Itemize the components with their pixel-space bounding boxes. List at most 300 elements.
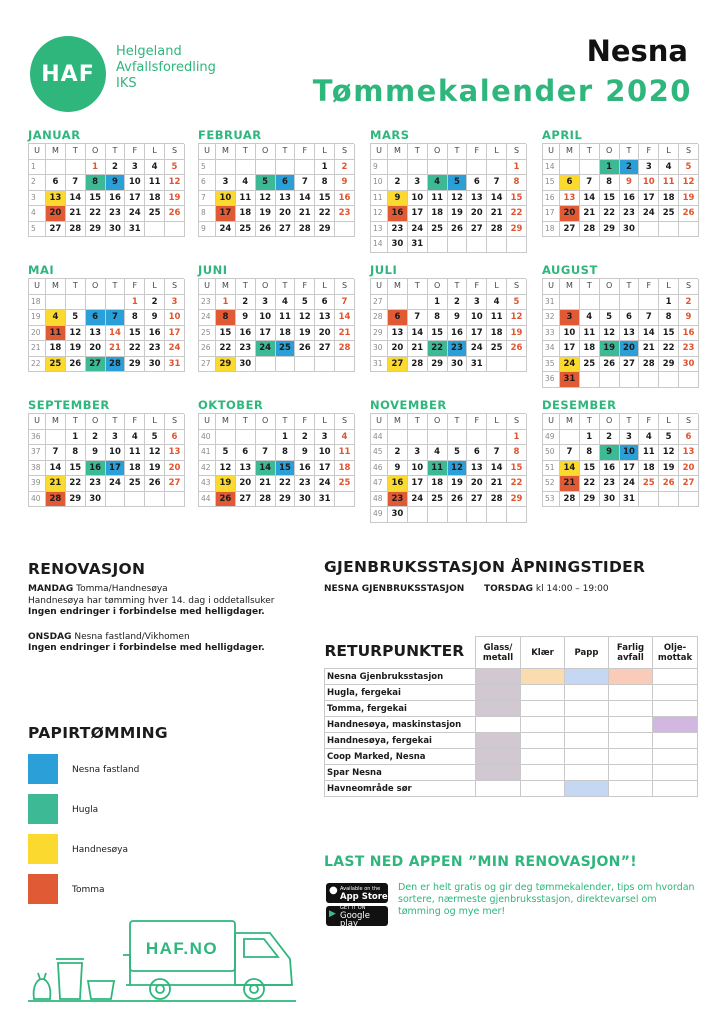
day-cell: 1	[600, 160, 620, 176]
day-cell: 21	[46, 476, 66, 492]
week-number: 27	[371, 295, 388, 311]
weekday-header: S	[335, 414, 355, 430]
day-cell: 29	[428, 357, 448, 373]
empty-cell	[507, 357, 527, 373]
day-cell: 21	[66, 206, 86, 222]
wednesday-text: Nesna fastland/Vikhomen	[74, 631, 190, 642]
week-number: 12	[371, 206, 388, 222]
papir-legend-blue	[28, 754, 140, 788]
weekday-header: S	[165, 414, 185, 430]
day-cell: 4	[487, 295, 507, 311]
day-cell: 7	[46, 445, 66, 461]
day-cell: 8	[659, 310, 679, 326]
day-cell: 3	[408, 445, 428, 461]
day-cell: 20	[86, 341, 106, 357]
day-cell: 31	[560, 372, 580, 388]
gjenbruk-title: GJENBRUKSSTASJON ÅPNINGSTIDER	[324, 558, 646, 576]
empty-cell	[335, 357, 355, 373]
day-cell: 16	[620, 191, 640, 207]
day-cell: 4	[639, 430, 659, 446]
day-cell: 19	[216, 476, 236, 492]
empty-cell	[125, 492, 145, 508]
day-cell: 21	[295, 206, 315, 222]
week-number: 18	[543, 222, 560, 238]
empty-cell	[659, 222, 679, 238]
weekday-header: L	[659, 279, 679, 295]
returpunkt-empty-cell	[653, 765, 698, 781]
papirtomming-title: PAPIRTØMMING	[28, 724, 168, 742]
day-cell: 18	[659, 191, 679, 207]
week-number: 8	[199, 206, 216, 222]
day-cell: 12	[216, 461, 236, 477]
day-cell: 26	[448, 492, 468, 508]
renovasjon-title: RENOVASJON	[28, 560, 146, 578]
city-title: Nesna	[586, 34, 688, 68]
empty-cell	[487, 160, 507, 176]
bin-icon	[58, 963, 82, 999]
week-number: 9	[371, 160, 388, 176]
day-cell: 28	[106, 357, 126, 373]
wednesday-label: ONSDAG	[28, 631, 72, 642]
haf-logo	[30, 36, 106, 112]
col-line1: Farlig	[616, 642, 645, 653]
weekday-header: M	[46, 414, 66, 430]
day-cell: 22	[659, 341, 679, 357]
day-cell: 31	[125, 222, 145, 238]
day-cell: 25	[276, 341, 296, 357]
day-cell: 25	[46, 357, 66, 373]
day-cell: 22	[507, 206, 527, 222]
weekday-header: L	[487, 144, 507, 160]
returpunkt-empty-cell	[521, 685, 565, 701]
day-cell: 20	[315, 326, 335, 342]
day-cell: 31	[620, 492, 640, 508]
returpunkt-row	[325, 749, 698, 765]
returpunkt-available-cell	[476, 749, 521, 765]
weekday-header: T	[448, 279, 468, 295]
day-cell: 28	[46, 492, 66, 508]
weekday-header: M	[560, 279, 580, 295]
day-cell: 15	[507, 461, 527, 477]
day-cell: 10	[639, 175, 659, 191]
day-cell: 31	[315, 492, 335, 508]
org-name	[116, 44, 216, 92]
day-cell: 24	[256, 341, 276, 357]
day-cell: 25	[236, 222, 256, 238]
weekday-header: T	[106, 414, 126, 430]
week-number: 19	[29, 310, 46, 326]
empty-cell	[639, 492, 659, 508]
week-number: 33	[543, 326, 560, 342]
returpunkt-empty-cell	[565, 733, 609, 749]
weekday-header: U	[199, 414, 216, 430]
returpunkt-available-cell	[653, 717, 698, 733]
app-store-badge[interactable]	[326, 883, 388, 903]
day-cell: 3	[125, 160, 145, 176]
weekday-header: T	[236, 414, 256, 430]
empty-cell	[600, 295, 620, 311]
day-cell: 7	[256, 445, 276, 461]
day-cell: 9	[236, 310, 256, 326]
weekday-header: T	[620, 279, 640, 295]
day-cell: 3	[165, 295, 185, 311]
weekday-header: L	[145, 414, 165, 430]
empty-cell	[428, 237, 448, 253]
empty-cell	[560, 430, 580, 446]
day-cell: 27	[236, 492, 256, 508]
week-number: 25	[199, 326, 216, 342]
day-cell: 13	[467, 461, 487, 477]
month-name: MAI	[28, 263, 55, 277]
day-cell: 8	[216, 310, 236, 326]
day-cell: 26	[679, 206, 699, 222]
week-number: 5	[29, 222, 46, 238]
legend-label: Nesna fastland	[72, 765, 140, 775]
day-cell: 14	[580, 191, 600, 207]
day-cell: 2	[388, 445, 408, 461]
weekday-header: L	[487, 414, 507, 430]
day-cell: 25	[580, 357, 600, 373]
month-august	[542, 263, 698, 388]
weekday-header: M	[560, 144, 580, 160]
col-line2: metall	[482, 652, 514, 663]
day-cell: 16	[448, 326, 468, 342]
day-cell: 6	[467, 445, 487, 461]
weekday-header: T	[580, 414, 600, 430]
day-cell: 20	[165, 461, 185, 477]
month-grid	[198, 413, 354, 507]
returpunkt-empty-cell	[609, 701, 653, 717]
day-cell: 13	[620, 326, 640, 342]
weekday-header: O	[256, 144, 276, 160]
returpunkt-empty-cell	[565, 717, 609, 733]
returpunkt-empty-cell	[609, 733, 653, 749]
day-cell: 11	[639, 445, 659, 461]
day-cell: 15	[216, 326, 236, 342]
returpunkt-name: Nesna Gjenbruksstasjon	[325, 669, 476, 685]
day-cell: 23	[620, 206, 640, 222]
day-cell: 21	[408, 341, 428, 357]
day-cell: 30	[145, 357, 165, 373]
empty-cell	[428, 160, 448, 176]
empty-cell	[467, 430, 487, 446]
weekday-header: L	[487, 279, 507, 295]
returpunkter-title: RETURPUNKTER	[324, 641, 465, 660]
day-cell: 13	[276, 191, 296, 207]
week-number: 42	[199, 461, 216, 477]
day-cell: 5	[66, 310, 86, 326]
returpunkt-row	[325, 765, 698, 781]
monday-text: Tomma/Handnesøya	[76, 584, 168, 594]
returpunkt-available-cell	[476, 733, 521, 749]
weekday-header: T	[408, 414, 428, 430]
day-cell: 21	[106, 341, 126, 357]
returpunkt-empty-cell	[609, 685, 653, 701]
week-number: 31	[543, 295, 560, 311]
week-number: 10	[371, 175, 388, 191]
day-cell: 10	[467, 310, 487, 326]
day-cell: 10	[408, 191, 428, 207]
day-cell: 23	[388, 222, 408, 238]
returpunkt-available-cell	[476, 701, 521, 717]
day-cell: 24	[639, 206, 659, 222]
month-grid	[370, 278, 526, 372]
week-number: 14	[371, 237, 388, 253]
day-cell: 29	[66, 492, 86, 508]
day-cell: 16	[679, 326, 699, 342]
returpunkt-name: Havneområde sør	[325, 781, 476, 797]
day-cell: 28	[487, 492, 507, 508]
day-cell: 12	[679, 175, 699, 191]
day-cell: 3	[467, 295, 487, 311]
day-cell: 30	[679, 357, 699, 373]
week-number: 24	[199, 310, 216, 326]
weekday-header: U	[543, 414, 560, 430]
returpunkt-empty-cell	[653, 749, 698, 765]
week-number: 32	[543, 310, 560, 326]
day-cell: 26	[507, 341, 527, 357]
day-cell: 23	[335, 206, 355, 222]
weekday-header: T	[276, 414, 296, 430]
garbage-truck-illustration	[28, 915, 298, 1007]
day-cell: 1	[580, 430, 600, 446]
day-cell: 7	[295, 175, 315, 191]
month-name: APRIL	[542, 128, 583, 142]
empty-cell	[560, 295, 580, 311]
day-cell: 23	[679, 341, 699, 357]
week-number: 49	[543, 430, 560, 446]
weekday-header: M	[216, 414, 236, 430]
day-cell: 29	[125, 357, 145, 373]
google-play-badge[interactable]	[326, 905, 388, 929]
weekday-header: F	[467, 414, 487, 430]
day-cell: 17	[408, 476, 428, 492]
week-number: 52	[543, 476, 560, 492]
col-header	[609, 637, 653, 669]
empty-cell	[659, 372, 679, 388]
empty-cell	[388, 160, 408, 176]
weekday-header: M	[388, 279, 408, 295]
returpunkt-empty-cell	[565, 765, 609, 781]
day-cell: 7	[487, 175, 507, 191]
day-cell: 17	[106, 461, 126, 477]
day-cell: 14	[335, 310, 355, 326]
week-number: 51	[543, 461, 560, 477]
month-desember	[542, 398, 698, 507]
day-cell: 13	[388, 326, 408, 342]
empty-cell	[145, 222, 165, 238]
day-cell: 28	[256, 492, 276, 508]
week-number: 2	[29, 175, 46, 191]
week-number: 7	[199, 191, 216, 207]
day-cell: 18	[428, 476, 448, 492]
returpunkter-body	[325, 669, 698, 797]
week-number: 36	[29, 430, 46, 446]
day-cell: 12	[256, 191, 276, 207]
day-cell: 27	[388, 357, 408, 373]
empty-cell	[679, 372, 699, 388]
papir-legend-yellow	[28, 834, 128, 868]
returpunkt-row	[325, 685, 698, 701]
day-cell: 11	[335, 445, 355, 461]
day-cell: 29	[659, 357, 679, 373]
day-cell: 24	[408, 222, 428, 238]
day-cell: 9	[145, 310, 165, 326]
weekday-header: T	[448, 144, 468, 160]
returpunkt-row	[325, 733, 698, 749]
week-number: 29	[371, 326, 388, 342]
day-cell: 13	[165, 445, 185, 461]
weekday-header: O	[86, 144, 106, 160]
day-cell: 30	[600, 492, 620, 508]
day-cell: 16	[86, 461, 106, 477]
day-cell: 19	[295, 326, 315, 342]
day-cell: 6	[276, 175, 296, 191]
empty-cell	[408, 507, 428, 523]
returpunkt-empty-cell	[476, 781, 521, 797]
returpunkt-name: Hugla, fergekai	[325, 685, 476, 701]
day-cell: 11	[236, 191, 256, 207]
week-number: 37	[29, 445, 46, 461]
day-cell: 16	[106, 191, 126, 207]
day-cell: 2	[145, 295, 165, 311]
weekday-header: U	[199, 279, 216, 295]
returpunkt-available-cell	[565, 781, 609, 797]
col-header	[521, 637, 565, 669]
day-cell: 21	[580, 206, 600, 222]
day-cell: 19	[448, 206, 468, 222]
day-cell: 22	[315, 206, 335, 222]
empty-cell	[315, 357, 335, 373]
day-cell: 6	[315, 295, 335, 311]
day-cell: 29	[216, 357, 236, 373]
legend-swatch	[28, 834, 58, 864]
returpunkt-empty-cell	[521, 733, 565, 749]
day-cell: 27	[165, 476, 185, 492]
day-cell: 18	[145, 191, 165, 207]
renovasjon-wednesday	[28, 632, 318, 655]
month-name: AUGUST	[542, 263, 598, 277]
day-cell: 23	[388, 492, 408, 508]
day-cell: 15	[580, 461, 600, 477]
day-cell: 12	[145, 445, 165, 461]
returpunkt-empty-cell	[565, 701, 609, 717]
month-grid	[28, 278, 184, 372]
weekday-header: U	[199, 144, 216, 160]
weekday-header: U	[29, 144, 46, 160]
weekday-header: M	[46, 144, 66, 160]
day-cell: 28	[295, 222, 315, 238]
bag-icon	[34, 979, 51, 999]
weekday-header: S	[335, 279, 355, 295]
day-cell: 14	[66, 191, 86, 207]
day-cell: 8	[580, 445, 600, 461]
empty-cell	[487, 430, 507, 446]
day-cell: 14	[256, 461, 276, 477]
day-cell: 3	[620, 430, 640, 446]
monday-line2: Handnesøya har tømming hver 14. dag i oddetallsuker	[28, 595, 275, 606]
weekday-header: U	[371, 414, 388, 430]
week-number: 38	[29, 461, 46, 477]
day-cell: 14	[560, 461, 580, 477]
weekday-header: L	[145, 279, 165, 295]
day-cell: 5	[216, 445, 236, 461]
month-mars	[370, 128, 526, 253]
day-cell: 3	[106, 430, 126, 446]
month-februar	[198, 128, 354, 237]
returpunkt-empty-cell	[521, 765, 565, 781]
station-name: NESNA GJENBRUKSSTASJON	[324, 584, 465, 594]
returpunkt-row	[325, 781, 698, 797]
col-header	[565, 637, 609, 669]
weekday-header: O	[256, 414, 276, 430]
day-cell: 6	[679, 430, 699, 446]
day-cell: 16	[388, 206, 408, 222]
day-cell: 1	[276, 430, 296, 446]
day-cell: 14	[487, 191, 507, 207]
weekday-header: O	[428, 144, 448, 160]
returpunkt-name: Handnesøya, maskinstasjon	[325, 717, 476, 733]
day-cell: 22	[600, 206, 620, 222]
day-cell: 28	[335, 341, 355, 357]
weekday-header: T	[580, 279, 600, 295]
day-cell: 18	[46, 341, 66, 357]
logo-text: HAF	[41, 61, 95, 87]
day-cell: 10	[106, 445, 126, 461]
day-cell: 10	[256, 310, 276, 326]
legend-swatch	[28, 794, 58, 824]
day-cell: 17	[639, 191, 659, 207]
day-cell: 19	[507, 326, 527, 342]
day-cell: 14	[408, 326, 428, 342]
day-cell: 25	[145, 206, 165, 222]
week-number: 48	[371, 492, 388, 508]
empty-cell	[639, 372, 659, 388]
month-grid	[542, 143, 698, 237]
empty-cell	[66, 160, 86, 176]
weekday-header: M	[388, 414, 408, 430]
empty-cell	[256, 160, 276, 176]
empty-cell	[639, 222, 659, 238]
empty-cell	[165, 492, 185, 508]
weekday-header: T	[236, 279, 256, 295]
day-cell: 6	[46, 175, 66, 191]
day-cell: 25	[428, 222, 448, 238]
day-cell: 16	[335, 191, 355, 207]
day-cell: 12	[507, 310, 527, 326]
day-cell: 23	[86, 476, 106, 492]
weekday-header: S	[165, 279, 185, 295]
day-cell: 15	[315, 191, 335, 207]
day-cell: 7	[639, 310, 659, 326]
day-cell: 12	[659, 445, 679, 461]
empty-cell	[295, 357, 315, 373]
day-cell: 5	[165, 160, 185, 176]
day-cell: 28	[639, 357, 659, 373]
day-cell: 9	[106, 175, 126, 191]
returpunkt-empty-cell	[653, 685, 698, 701]
day-cell: 1	[507, 160, 527, 176]
week-number: 39	[29, 476, 46, 492]
day-cell: 13	[560, 191, 580, 207]
day-cell: 4	[428, 445, 448, 461]
month-grid	[198, 143, 354, 237]
day-cell: 14	[295, 191, 315, 207]
day-cell: 1	[507, 430, 527, 446]
week-number: 27	[199, 357, 216, 373]
day-cell: 9	[600, 445, 620, 461]
day-cell: 11	[145, 175, 165, 191]
